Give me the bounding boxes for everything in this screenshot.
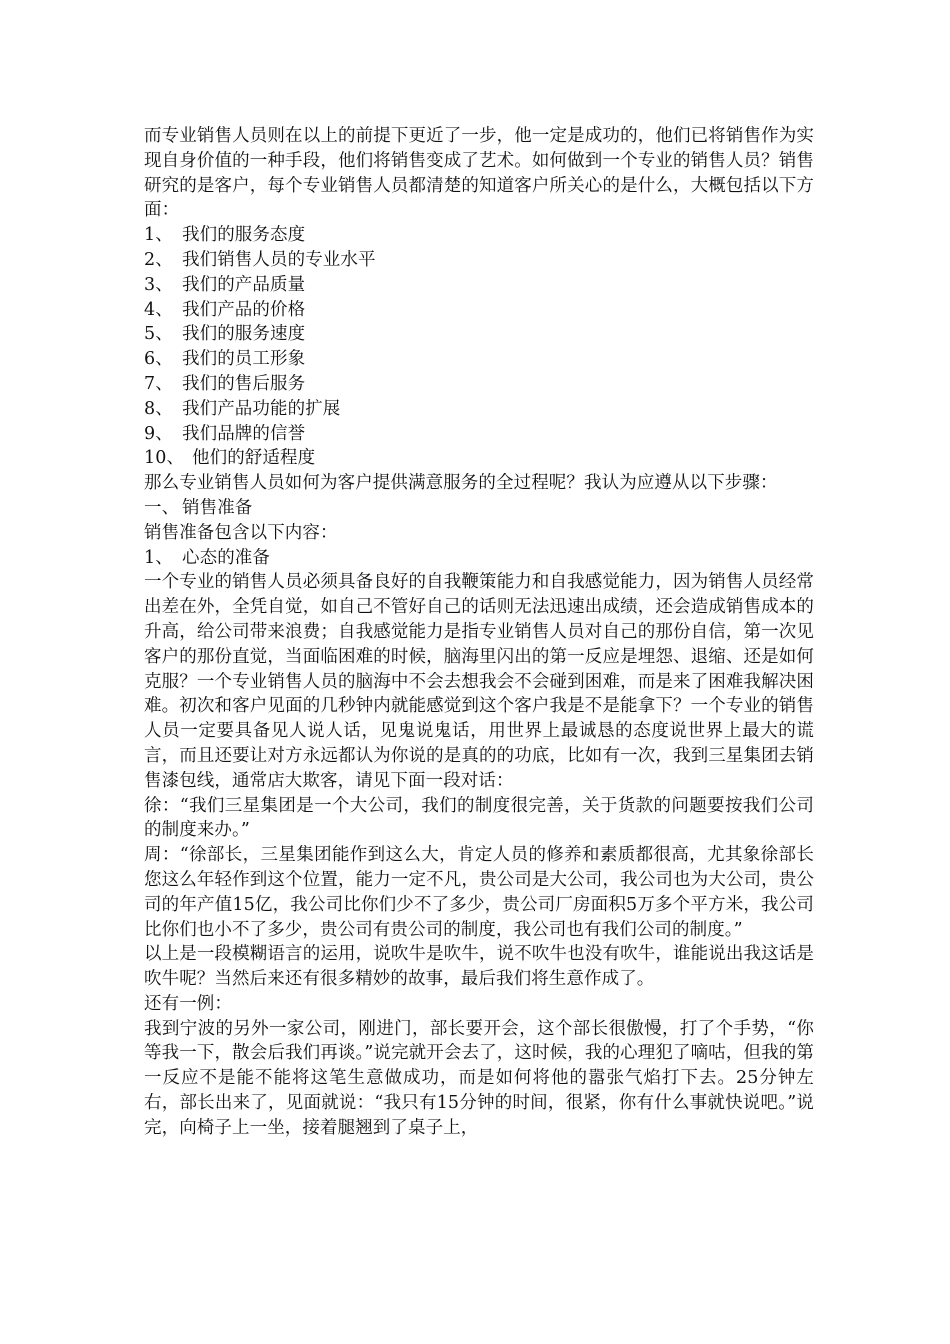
- dialog-xu: 徐：“我们三星集团是一个大公司，我们的制度很完善，关于货款的问题要按我们公司的制度来办。”: [144, 795, 814, 841]
- list-item: [144, 446, 814, 471]
- list-text: 我们的售后服务: [182, 373, 306, 394]
- section-number: 一、: [144, 497, 180, 518]
- list-number: 1、: [144, 225, 173, 246]
- list-item: [144, 397, 814, 422]
- list-text: 我们产品的价格: [182, 299, 306, 320]
- list-number: 4、: [144, 299, 173, 320]
- section-heading: [144, 496, 814, 521]
- list-item: [144, 223, 814, 248]
- concerns-list: [144, 223, 814, 471]
- list-number: 2、: [144, 249, 173, 270]
- list-item: [144, 422, 814, 447]
- summary-paragraph: 以上是一段模糊语言的运用，说吹牛是吹牛，说不吹牛也没有吹牛，谁能说出我这话是吹牛呢？当然后来还有很多精妙的故事，最后我们将生意作成了。: [144, 944, 814, 990]
- list-text: 他们的舒适程度: [192, 448, 316, 469]
- list-item: [144, 372, 814, 397]
- list-item: [144, 248, 814, 273]
- list-item: [144, 347, 814, 372]
- list-number: 9、: [144, 423, 173, 444]
- list-number: 8、: [144, 398, 173, 419]
- list-number: 6、: [144, 349, 173, 370]
- mindset-paragraph: 一个专业的销售人员必须具备良好的自我鞭策能力和自我感觉能力，因为销售人员经常出差在外，全凭自觉，如自己不管好自己的话则无法迅速出成绩，还会造成销售成本的升高，给公司带来浪费；自我感觉能力是指专业销售人员对自己的那份自信，第一次见客户的那份直觉，当面临困难的时候，脑海里闪出的第一反应是埋怨、退缩、还是如何克服？一个专业销售人员的脑海中不会去想我会不会碰到困难，而是来了困难我解决困难。初次和客户见面的几秒钟内就能感觉到这个客户我是不是能拿下？一个专业的销售人员一定要具备见人说人话，见鬼说鬼话，用世界上最诚恳的态度说世界上最大的谎言，而且还要让对方永远都认为你说的是真的的功底，比如有一次，我到三星集团去销售漆包线，通常店大欺客，请见下面一段对话：: [144, 572, 814, 791]
- list-text: 我们品牌的信誉: [182, 423, 306, 444]
- document-page: [144, 124, 814, 1141]
- list-number: 5、: [144, 324, 173, 345]
- list-item: [144, 322, 814, 347]
- steps-intro-paragraph: 那么专业销售人员如何为客户提供满意服务的全过程呢？我认为应遵从以下步骤：: [144, 473, 778, 494]
- list-number: 7、: [144, 373, 173, 394]
- list-text: 我们产品功能的扩展: [182, 398, 341, 419]
- list-item: [144, 273, 814, 298]
- subsection-number: 1、: [144, 547, 173, 568]
- list-text: 我们销售人员的专业水平: [182, 249, 376, 270]
- another-example-line: 还有一例：: [144, 993, 232, 1014]
- subsection-title: 心态的准备: [182, 547, 270, 568]
- ningbo-paragraph: 我到宁波的另外一家公司，刚进门，部长要开会，这个部长很傲慢，打了个手势，“你等我一下，散会后我们再谈。”说完就开会去了，这时候，我的心理犯了嘀咕，但我的第一反应不是能不能将这笔生意做成功，而是如何将他的嚣张气焰打下去。25分钟左右，部长出来了，见面就说：“我只有15分钟的时间，很紧，你有什么事就快说吧。”说完，向椅子上一坐，接着腿翘到了桌子上，: [144, 1018, 814, 1138]
- section-intro: 销售准备包含以下内容：: [144, 522, 338, 543]
- list-text: 我们的员工形象: [182, 349, 306, 370]
- subsection-heading: [144, 546, 814, 571]
- dialog-zhou: 周：“徐部长，三星集团能作到这么大，肯定人员的修养和素质都很高，尤其象徐部长您这么年轻作到这个位置，能力一定不凡，贵公司是大公司，我公司也为大公司，贵公司的年产值15亿，我公司比你们少不了多少，贵公司厂房面积5万多个平方米，我公司比你们也小不了多少，贵公司有贵公司的制度，我公司也有我们公司的制度。”: [144, 845, 814, 940]
- list-text: 我们的服务速度: [182, 324, 306, 345]
- list-number: 10、: [144, 448, 185, 469]
- intro-paragraph: 而专业销售人员则在以上的前提下更近了一步，他一定是成功的，他们已将销售作为实现自身价值的一种手段，他们将销售变成了艺术。如何做到一个专业的销售人员？销售研究的是客户，每个专业销售人员都清楚的知道客户所关心的是什么，大概包括以下方面：: [144, 126, 814, 221]
- list-item: [144, 298, 814, 323]
- section-title: 销售准备: [182, 497, 253, 518]
- list-number: 3、: [144, 274, 173, 295]
- list-text: 我们的服务态度: [182, 225, 306, 246]
- list-text: 我们的产品质量: [182, 274, 306, 295]
